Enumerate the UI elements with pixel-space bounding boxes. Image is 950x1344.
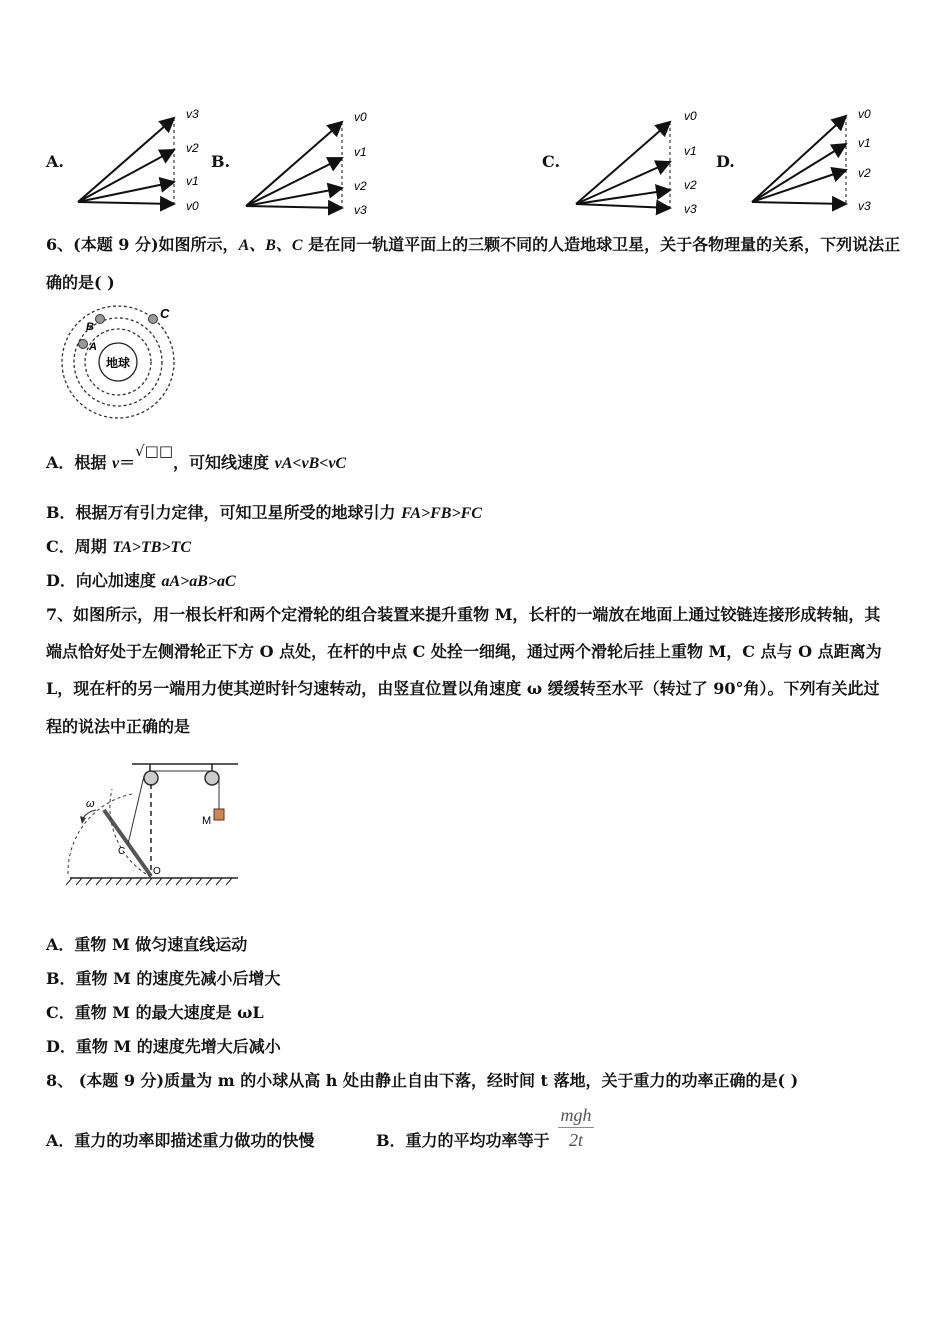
- omega-label: ω: [86, 798, 95, 810]
- q8-fraction: [556, 1104, 596, 1151]
- q6-stem-line2: 确的是( ): [46, 273, 115, 292]
- satellite-b-label: B: [86, 321, 94, 333]
- q5d-label-4: v3: [858, 199, 871, 213]
- weight-block: [214, 809, 224, 820]
- satellite-c: [149, 315, 158, 324]
- q5-option-a-letter: A.: [46, 152, 64, 171]
- satellite-c-label: C: [160, 306, 170, 321]
- q5c-label-2: v1: [684, 144, 697, 158]
- q7-stem-line4: 程的说法中正确的是: [46, 717, 191, 736]
- q6-option-d: D．向心加速度 aA>aB>aC: [46, 571, 236, 590]
- q6-option-b: B．根据万有引力定律，可知卫星所受的地球引力 FA>FB>FC: [46, 503, 482, 522]
- q5-option-b-diagram: [238, 104, 378, 216]
- q7-option-d: D．重物 M 的速度先增大后减小: [46, 1037, 281, 1056]
- q7-option-c: C．重物 M 的最大速度是 ωL: [46, 1003, 264, 1022]
- q5b-label-3: v2: [354, 179, 367, 193]
- q5b-label-2: v1: [354, 145, 367, 159]
- q6-option-c: C．周期 TA>TB>TC: [46, 537, 191, 556]
- q5b-label-1: v0: [354, 110, 367, 124]
- q8-option-a: A．重力的功率即描述重力做功的快慢: [46, 1131, 315, 1150]
- earth-label: 地球: [105, 356, 131, 370]
- q5c-label-1: v0: [684, 109, 697, 123]
- q5a-label-3: v1: [186, 174, 199, 188]
- q6-stem-line1: 6、(本题 9 分)如图所示，A、B、C 是在同一轨道平面上的三颗不同的人造地球卫星，关于各物理量的关系，下列说法正: [46, 235, 901, 254]
- q5-option-d-letter: D.: [716, 152, 735, 171]
- q5b-label-4: v3: [354, 203, 367, 216]
- q5-option-a-diagram: [70, 104, 210, 216]
- q6-orbit-figure: [56, 302, 180, 422]
- q5-option-b-letter: B.: [211, 152, 231, 171]
- q5c-label-4: v3: [684, 202, 697, 216]
- q5-option-d-diagram: [744, 104, 884, 216]
- q6-option-a: A．根据 v＝√□□，可知线速度 vA<vB<vC: [46, 442, 347, 472]
- q8-stem: 8、 (本题 9 分)质量为 m 的小球从高 h 处由静止自由下落，经时间 t 落地，关于重力的功率正确的是( ): [46, 1071, 799, 1090]
- q7-stem-line1: 7、如图所示，用一根长杆和两个定滑轮的组合装置来提升重物 M，长杆的一端放在地面上通过铰链连接形成转轴，其: [46, 605, 881, 624]
- q5a-label-1: v3: [186, 107, 199, 121]
- q7-option-b: B．重物 M 的速度先减小后增大: [46, 969, 281, 988]
- satellite-b: [96, 315, 105, 324]
- q7-pulley-figure: [62, 754, 244, 888]
- point-c-label: C: [118, 846, 126, 857]
- q8-option-b: B．重力的平均功率等于: [376, 1131, 550, 1150]
- q7-stem-line2: 端点恰好处于左侧滑轮正下方 O 点处，在杆的中点 C 处拴一细绳，通过两个滑轮后挂上重物 M，C 点与 O 点距离为: [46, 642, 882, 661]
- weight-label: M: [202, 815, 212, 827]
- q5a-label-2: v2: [186, 141, 199, 155]
- q5d-label-2: v1: [858, 136, 871, 150]
- q5-option-c-diagram: [568, 104, 708, 216]
- q7-stem-line3: L，现在杆的另一端用力使其逆时针匀速转动，由竖直位置以角速度 ω 缓缓转至水平（转过了 90°角）。下列有关此过: [46, 679, 880, 698]
- satellite-a: [79, 340, 88, 349]
- satellite-a-label: A: [89, 341, 97, 353]
- q6-abc: A、B、C: [238, 237, 303, 254]
- q6-optA-root: √□□: [135, 442, 174, 460]
- q8-fraction-denominator: 2t: [568, 1130, 583, 1150]
- point-o-label: O: [153, 866, 161, 877]
- q8-fraction-numerator: mgh: [560, 1105, 592, 1125]
- left-pulley: [144, 771, 158, 785]
- q5-option-c-letter: C.: [542, 152, 561, 171]
- q5d-label-3: v2: [858, 166, 871, 180]
- q5d-label-1: v0: [858, 107, 871, 121]
- q5a-label-4: v0: [186, 199, 199, 213]
- right-pulley: [205, 771, 219, 785]
- q5c-label-3: v2: [684, 178, 697, 192]
- q7-option-a: A．重物 M 做匀速直线运动: [46, 935, 248, 954]
